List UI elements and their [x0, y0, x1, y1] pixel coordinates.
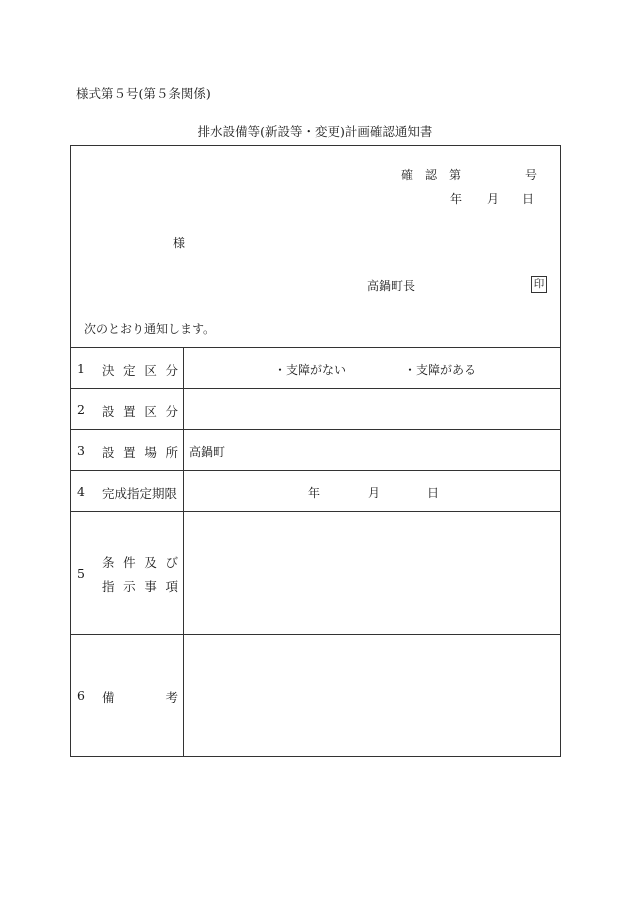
intro-text: 次のとおり通知します。 — [84, 322, 216, 336]
label-char: 区 — [144, 404, 157, 419]
label-char: 事 — [144, 579, 157, 594]
issuer-name: 高鍋町長 — [367, 279, 416, 293]
label-char: 定 — [123, 363, 136, 378]
row-label-cell — [71, 512, 184, 634]
label-char: 置 — [123, 404, 136, 419]
label-char: 区 — [144, 363, 157, 378]
label-char: 設 — [102, 404, 115, 419]
row-label-cell — [71, 389, 184, 429]
row-label-cell — [71, 635, 184, 756]
label-char: 項 — [165, 579, 178, 594]
label-char: 置 — [123, 445, 136, 460]
header-date-day: 日 — [522, 192, 535, 206]
seal-stamp: 印 — [531, 276, 547, 293]
row-label — [102, 443, 178, 461]
row-value-cell — [183, 635, 560, 756]
row-value-cell — [183, 512, 560, 634]
label-char: 備 — [102, 690, 115, 705]
table-row-decision-category — [71, 348, 560, 389]
row-label-cell — [71, 471, 184, 511]
table-row-remarks — [71, 635, 560, 756]
row-value-cell — [183, 430, 560, 470]
row-number: 4 — [77, 484, 85, 499]
row-number: 6 — [77, 688, 85, 703]
row-number: 1 — [77, 361, 85, 376]
form-frame — [70, 145, 561, 757]
confirm-number-suffix: 号 — [525, 168, 538, 182]
label-char: 所 — [165, 445, 178, 460]
label-char: 条 — [102, 555, 115, 570]
form-number: 様式第５号(第５条関係) — [76, 86, 211, 101]
label-char: 分 — [165, 404, 178, 419]
label-char: 分 — [165, 363, 178, 378]
row-label-line-2 — [102, 577, 178, 595]
table-row-completion-deadline — [71, 471, 560, 512]
table-row-conditions-instructions — [71, 512, 560, 635]
recipient-honorific: 様 — [173, 236, 186, 250]
label-char: 場 — [144, 445, 157, 460]
row-label: 完成指定期限 — [102, 486, 178, 501]
row-number: 2 — [77, 402, 85, 417]
row-value-cell — [183, 389, 560, 429]
table-row-installation-location — [71, 430, 560, 471]
label-char: び — [165, 555, 178, 570]
header-area — [71, 146, 560, 348]
deadline-month: 月 — [368, 486, 381, 500]
row-value-cell — [183, 348, 560, 388]
row-label — [102, 402, 178, 420]
row-number: 3 — [77, 443, 85, 458]
location-value: 高鍋町 — [189, 445, 226, 459]
option-has-obstacle: ・支障がある — [404, 363, 477, 377]
label-char: 設 — [102, 445, 115, 460]
label-char: 件 — [123, 555, 136, 570]
label-char: 及 — [144, 555, 157, 570]
deadline-day: 日 — [427, 486, 440, 500]
label-char: 指 — [102, 579, 115, 594]
row-value-cell — [183, 471, 560, 511]
row-label — [102, 688, 178, 706]
label-char: 考 — [165, 690, 178, 705]
document-title: 排水設備等(新設等・変更)計画確認通知書 — [197, 124, 433, 139]
row-label-line-1 — [102, 553, 178, 571]
label-char: 示 — [123, 579, 136, 594]
row-number: 5 — [77, 566, 85, 581]
header-date-year: 年 — [450, 192, 463, 206]
header-date-month: 月 — [487, 192, 500, 206]
row-label — [102, 361, 178, 379]
row-label-cell — [71, 348, 184, 388]
row-label-cell — [71, 430, 184, 470]
option-no-obstacle: ・支障がない — [274, 363, 347, 377]
table-row-installation-category — [71, 389, 560, 430]
confirm-number-label: 確 認 第 — [401, 168, 462, 182]
deadline-year: 年 — [308, 486, 321, 500]
label-char: 決 — [102, 363, 115, 378]
